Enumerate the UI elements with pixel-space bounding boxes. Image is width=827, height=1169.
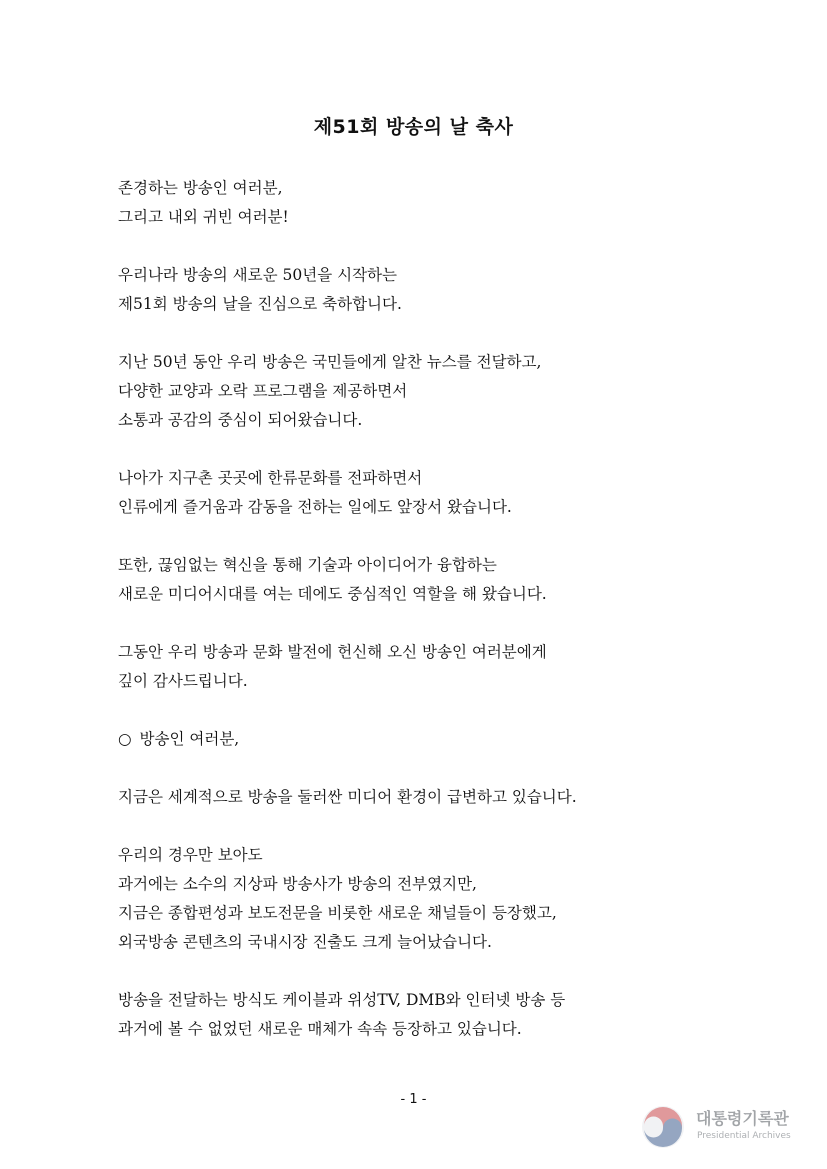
line-text: 과거에 볼 수 없었던 새로운 매체가 속속 등장하고 있습니다. bbox=[118, 1020, 522, 1038]
text-line bbox=[118, 261, 718, 290]
line-text: 제51회 방송의 날을 진심으로 축하합니다. bbox=[118, 295, 402, 313]
line-text: 외국방송 콘텐츠의 국내시장 진출도 크게 늘어났습니다. bbox=[118, 933, 492, 951]
line-text: 그리고 내외 귀빈 여러분! bbox=[118, 208, 289, 226]
line-text: 인류에게 즐거움과 감동을 전하는 일에도 앞장서 왔습니다. bbox=[118, 498, 512, 516]
text-line bbox=[118, 870, 718, 899]
paragraph bbox=[118, 464, 718, 522]
line-text: 지금은 종합편성과 보도전문을 비롯한 새로운 채널들이 등장했고, bbox=[118, 904, 557, 922]
line-text: 깊이 감사드립니다. bbox=[118, 672, 248, 690]
text-line bbox=[118, 290, 718, 319]
text-line bbox=[118, 638, 718, 667]
document-title: 제51회 방송의 날 축사 bbox=[313, 116, 514, 138]
line-text: 새로운 미디어시대를 여는 데에도 중심적인 역할을 해 왔습니다. bbox=[118, 585, 547, 603]
text-line bbox=[118, 928, 718, 957]
taegeuk-emblem-icon bbox=[640, 1104, 686, 1150]
text-line bbox=[118, 667, 718, 696]
text-line bbox=[118, 406, 718, 435]
text-line bbox=[118, 986, 718, 1015]
text-line bbox=[118, 203, 718, 232]
line-text: 또한, 끊임없는 혁신을 통해 기술과 아이디어가 융합하는 bbox=[118, 556, 497, 574]
line-text: 그동안 우리 방송과 문화 발전에 헌신해 오신 방송인 여러분에게 bbox=[118, 643, 547, 661]
text-line bbox=[118, 377, 718, 406]
line-text: 나아가 지구촌 곳곳에 한류문화를 전파하면서 bbox=[118, 469, 423, 487]
paragraph bbox=[118, 783, 718, 812]
text-line bbox=[118, 464, 718, 493]
line-text: 우리나라 방송의 새로운 50년을 시작하는 bbox=[118, 266, 398, 284]
paragraph bbox=[118, 174, 718, 232]
text-line bbox=[118, 551, 718, 580]
text-line bbox=[118, 174, 718, 203]
line-text: 다양한 교양과 오락 프로그램을 제공하면서 bbox=[118, 382, 408, 400]
paragraph bbox=[118, 841, 718, 957]
text-line bbox=[118, 580, 718, 609]
archive-name: 대통령기록관 bbox=[696, 1109, 789, 1128]
paragraph bbox=[118, 261, 718, 319]
paragraph bbox=[118, 551, 718, 609]
line-text: 존경하는 방송인 여러분, bbox=[118, 179, 283, 197]
page-number: - 1 - bbox=[400, 1092, 427, 1107]
text-line bbox=[118, 899, 718, 928]
line-text: 우리의 경우만 보아도 bbox=[118, 846, 263, 864]
paragraph bbox=[118, 986, 718, 1044]
paragraph bbox=[118, 348, 718, 435]
line-text: 지난 50년 동안 우리 방송은 국민들에게 알찬 뉴스를 전달하고, bbox=[118, 353, 542, 371]
line-text: 소통과 공감의 중심이 되어왔습니다. bbox=[118, 411, 363, 429]
line-text: 방송을 전달하는 방식도 케이블과 위성TV, DMB와 인터넷 방송 등 bbox=[118, 991, 566, 1009]
text-line bbox=[118, 841, 718, 870]
bullet-circle-icon: ○ bbox=[118, 730, 132, 748]
paragraph bbox=[118, 725, 718, 754]
archive-watermark bbox=[640, 1098, 810, 1158]
paragraph bbox=[118, 638, 718, 696]
line-text: 방송인 여러분, bbox=[139, 730, 240, 748]
text-line bbox=[118, 348, 718, 377]
text-line bbox=[118, 783, 718, 812]
line-text: 과거에는 소수의 지상파 방송사가 방송의 전부였지만, bbox=[118, 875, 477, 893]
speech-body bbox=[118, 174, 718, 1073]
text-line bbox=[118, 493, 718, 522]
line-text: 지금은 세계적으로 방송을 둘러싼 미디어 환경이 급변하고 있습니다. bbox=[118, 788, 577, 806]
text-line bbox=[118, 1015, 718, 1044]
text-line bbox=[118, 725, 718, 754]
archive-subtitle: Presidential Archives bbox=[697, 1131, 791, 1141]
